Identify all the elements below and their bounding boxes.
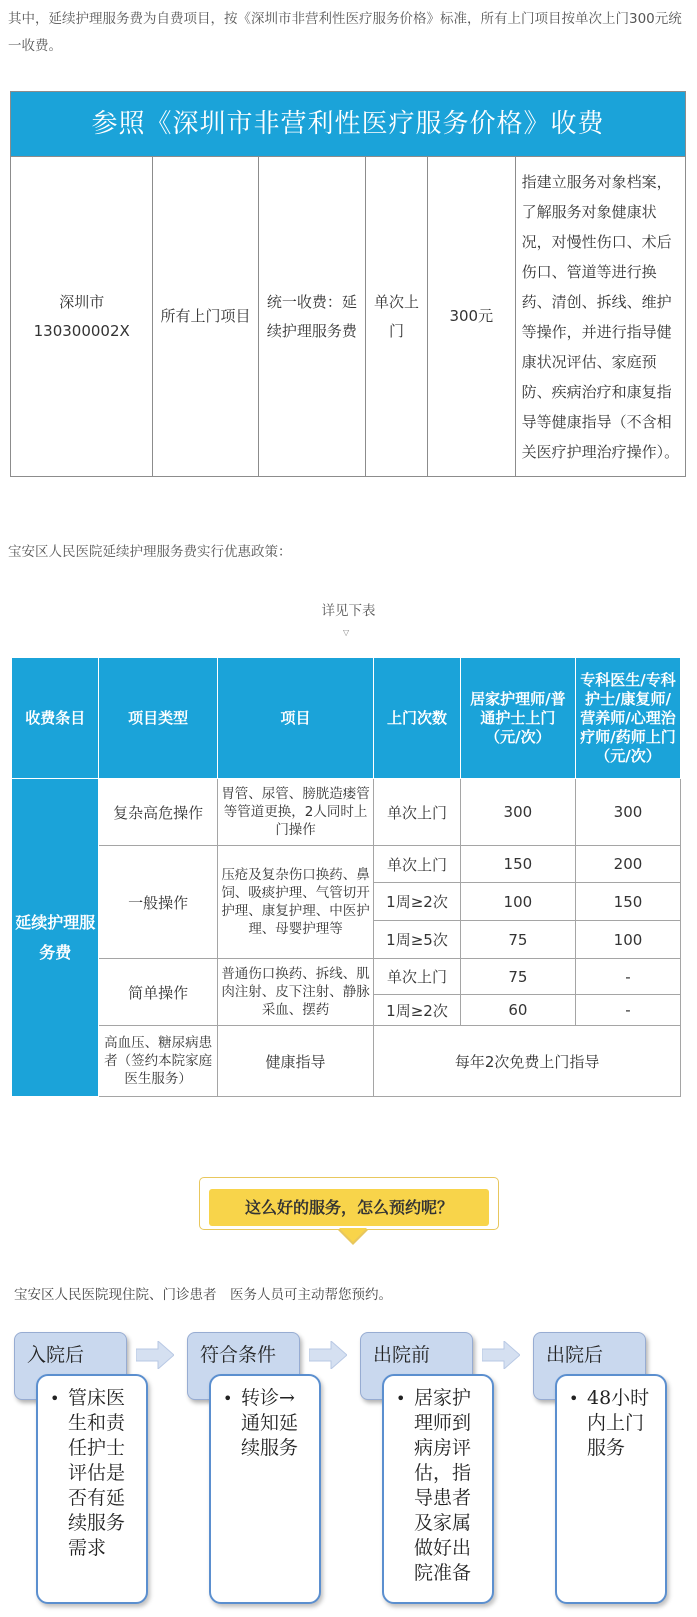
nurse-price-cell: 150 xyxy=(460,846,575,883)
callout-text: 这么好的服务，怎么预约呢？ xyxy=(209,1189,489,1226)
nurse-price-cell: 300 xyxy=(460,779,575,846)
header-visits: 上门次数 xyxy=(374,658,460,779)
bullet-icon: • xyxy=(396,1389,406,1408)
specialist-price-cell: 150 xyxy=(576,883,681,921)
down-triangle-icon: ▽ xyxy=(343,628,350,637)
bullet-icon: • xyxy=(50,1389,60,1408)
type-cell: 复杂高危操作 xyxy=(99,779,217,846)
visits-cell: 1周≥2次 xyxy=(374,883,460,921)
step-card-eligible xyxy=(209,1374,321,1604)
items-cell: 健康指导 xyxy=(217,1026,373,1097)
price-reference-table xyxy=(10,91,686,477)
visits-cell: 1周≥5次 xyxy=(374,921,460,959)
promo-text: 宝安区人民医院延续护理服务费实行优惠政策： xyxy=(8,544,292,560)
arrow-right-icon xyxy=(309,1341,347,1369)
fee-item-cell: 延续护理服务费 xyxy=(12,779,99,1097)
header-specialist-price: 专科医生/专科护士/康复师/营养师/心理治疗师/药师上门（元/次） xyxy=(576,658,681,779)
price-city: 深圳市 xyxy=(59,292,105,311)
price-code: 130300002X xyxy=(33,321,130,340)
inpatient-text: 宝安区人民医院现住院、门诊患者 医务人员可主动帮您预约。 xyxy=(14,1287,392,1303)
step-header-after-discharge: 出院后 xyxy=(533,1332,646,1400)
header-nurse-price: 居家护理师/普通护士上门（元/次） xyxy=(460,658,575,779)
visits-cell: 单次上门 xyxy=(374,846,460,883)
specialist-price-cell: 300 xyxy=(576,779,681,846)
price-item-cell: 统一收费：延续护理服务费 xyxy=(258,157,365,477)
specialist-price-cell: 100 xyxy=(576,921,681,959)
note-cell: 每年2次免费上门指导 xyxy=(374,1026,681,1097)
price-code-cell xyxy=(11,157,153,477)
specialist-price-cell: 200 xyxy=(576,846,681,883)
specialist-price-cell: - xyxy=(576,995,681,1026)
step-card-before-discharge xyxy=(382,1374,494,1604)
price-unit-cell: 单次上门 xyxy=(366,157,428,477)
arrow-right-icon xyxy=(482,1341,520,1369)
header-fee-item: 收费条目 xyxy=(12,658,99,779)
type-cell: 一般操作 xyxy=(99,846,217,959)
items-cell: 压疮及复杂伤口换药、鼻饲、吸痰护理、气管切开护理、康复护理、中医护理、母婴护理等 xyxy=(217,846,373,959)
nurse-price-cell: 60 xyxy=(460,995,575,1026)
price-table-title: 参照《深圳市非营利性医疗服务价格》收费 xyxy=(11,92,686,157)
nurse-price-cell: 100 xyxy=(460,883,575,921)
visits-cell: 单次上门 xyxy=(374,779,460,846)
step-body: 48小时内上门服务 xyxy=(587,1387,650,1459)
step-card-admission xyxy=(36,1374,148,1604)
nurse-price-cell: 75 xyxy=(460,921,575,959)
nurse-price-cell: 75 xyxy=(460,959,575,995)
visits-cell: 单次上门 xyxy=(374,959,460,995)
items-cell: 普通伤口换药、拆线、肌肉注射、皮下注射、静脉采血、摆药 xyxy=(217,959,373,1026)
step-header-admission: 入院后 xyxy=(14,1332,127,1400)
header-item: 项目 xyxy=(217,658,373,779)
discount-table xyxy=(11,657,681,1097)
price-amount-cell: 300元 xyxy=(427,157,515,477)
intro-text: 其中，延续护理服务费为自费项目，按《深圳市非营利性医疗服务价格》标准，所有上门项目按单次上门300元统一收费。 xyxy=(8,11,682,54)
callout-box xyxy=(199,1177,499,1230)
step-card-after-discharge xyxy=(555,1374,667,1604)
see-below-text: 详见下表 xyxy=(321,603,376,619)
step-body: 居家护理师到病房评估，指导患者及家属做好出院准备 xyxy=(414,1387,472,1584)
header-type: 项目类型 xyxy=(99,658,217,779)
bullet-icon: • xyxy=(223,1389,233,1408)
items-cell: 胃管、尿管、膀胱造瘘管等管道更换，2人同时上门操作 xyxy=(217,779,373,846)
step-header-before-discharge: 出院前 xyxy=(360,1332,473,1400)
specialist-price-cell: - xyxy=(576,959,681,995)
visits-cell: 1周≥2次 xyxy=(374,995,460,1026)
type-cell: 高血压、糖尿病患者（签约本院家庭医生服务） xyxy=(99,1026,217,1097)
step-body: 转诊→通知延续服务 xyxy=(241,1387,299,1459)
step-header-eligible: 符合条件 xyxy=(187,1332,300,1400)
price-scope-cell: 所有上门项目 xyxy=(153,157,258,477)
price-description-cell: 指建立服务对象档案，了解服务对象健康状况，对慢性伤口、术后伤口、管道等进行换药、清创、拆线、维护等操作，并进行指导健康状况评估、家庭预防、疾病治疗和康复指导等健康指导（不含相关医疗护理治疗操作）。 xyxy=(515,157,685,477)
arrow-right-icon xyxy=(136,1341,174,1369)
bullet-icon: • xyxy=(569,1389,579,1408)
type-cell: 简单操作 xyxy=(99,959,217,1026)
callout-pointer-fill xyxy=(339,1228,367,1242)
step-body: 管床医生和责任护士评估是否有延续服务需求 xyxy=(68,1387,126,1559)
